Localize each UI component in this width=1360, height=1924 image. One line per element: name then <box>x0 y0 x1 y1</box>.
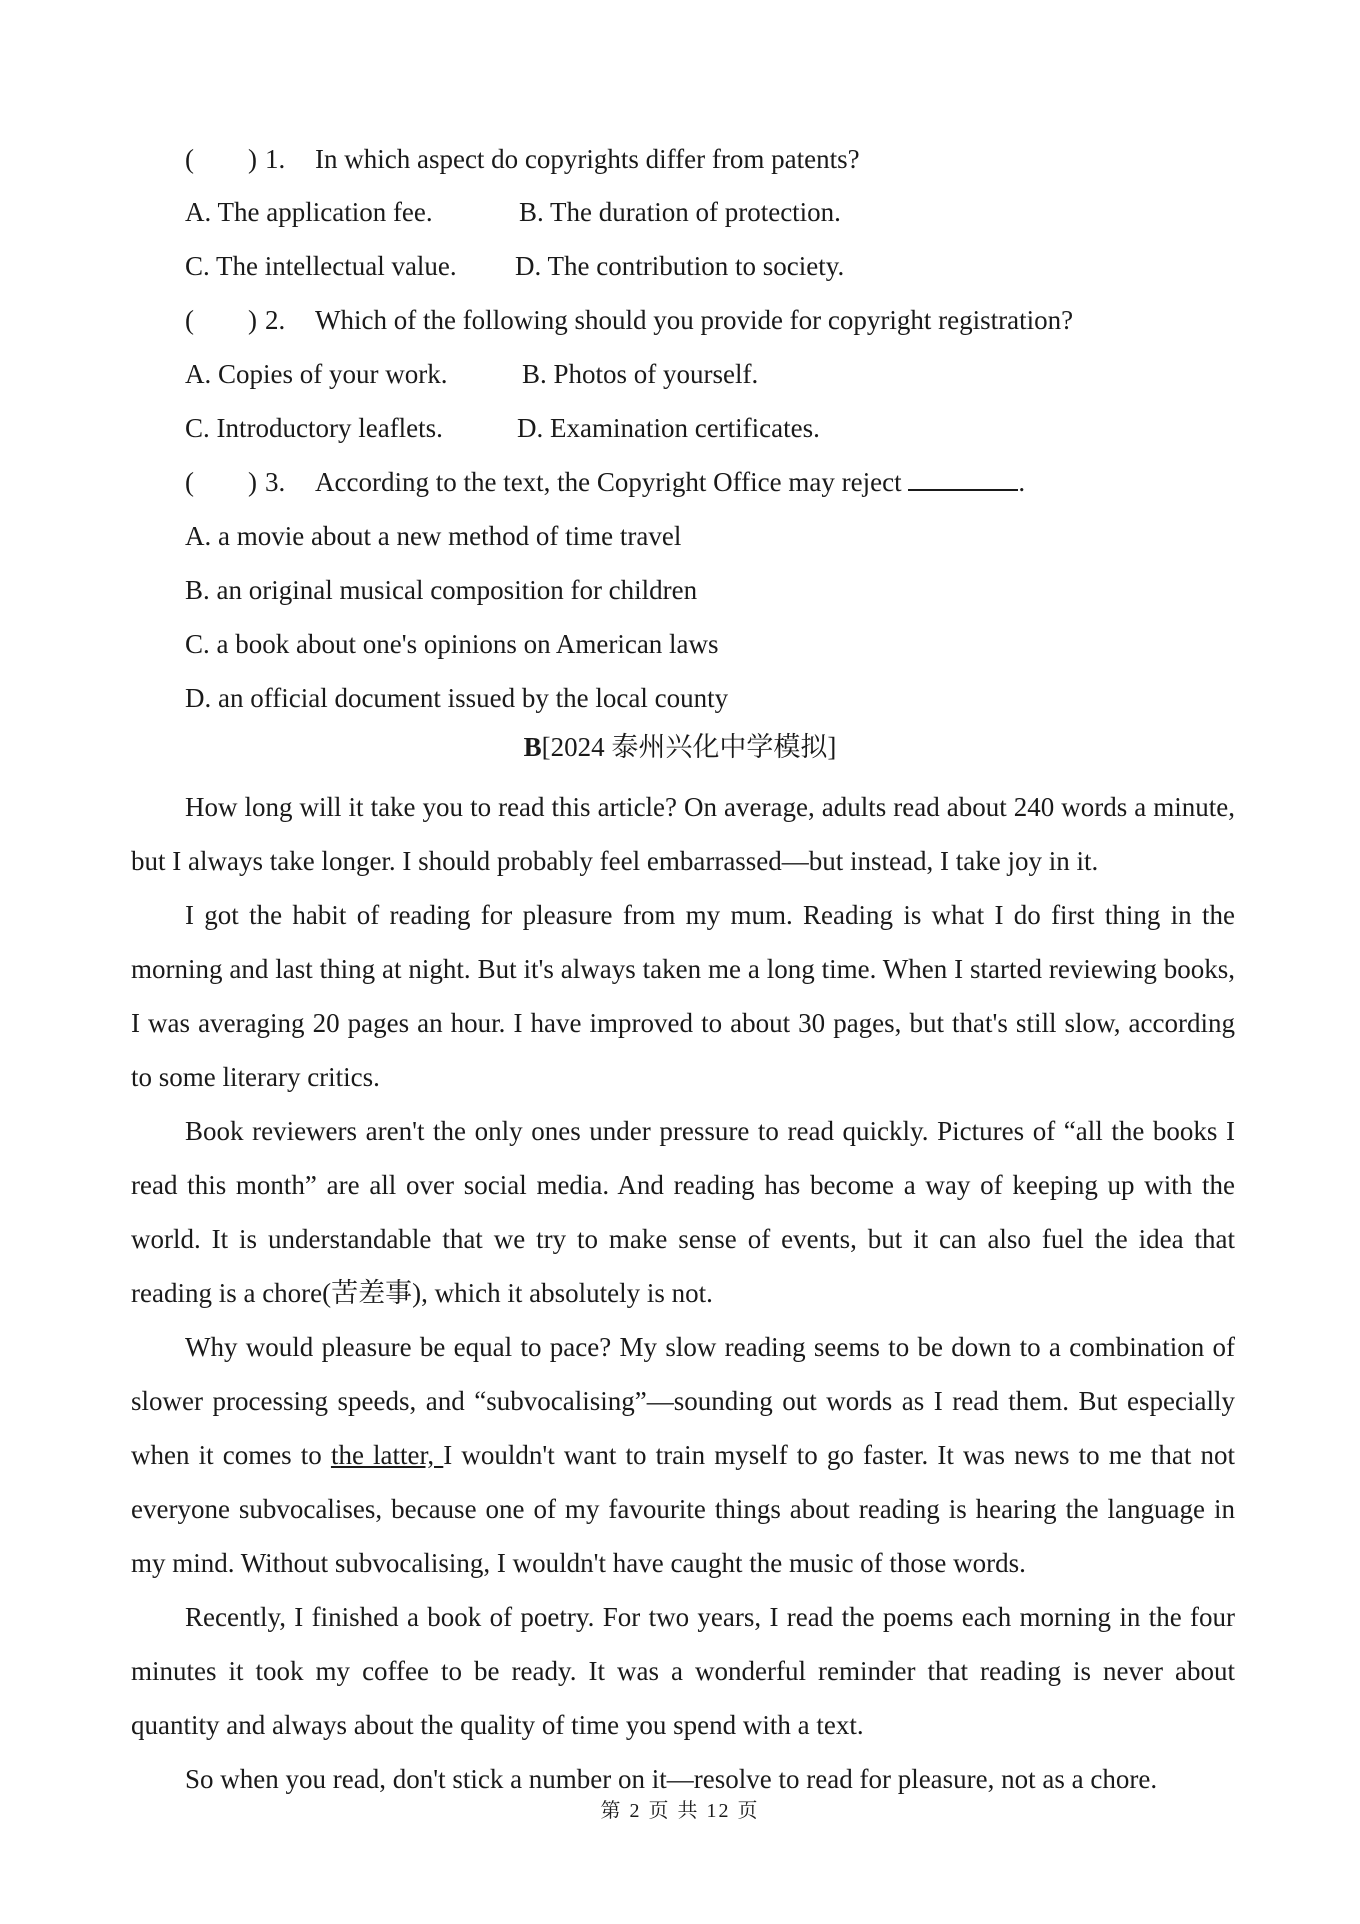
paragraph-text: Why would pleasure be equal to pace? My slow reading seems to be down to a combination of slower processing speeds, and “subvocalising”—sounding out words as I read them. But especially when it comes to <box>131 1332 1235 1470</box>
question-3 <box>185 462 1025 502</box>
answer-blank <box>908 467 1018 491</box>
option-c: C. The intellectual value. <box>185 251 457 281</box>
section-heading <box>0 727 1360 767</box>
option-c: C. a book about one's opinions on American laws <box>185 629 719 659</box>
question-text: Which of the following should you provide for copyright registration? <box>315 305 1074 335</box>
section-letter: B <box>523 732 542 762</box>
answer-parentheses: ( ) <box>185 144 257 174</box>
option-a: A. a movie about a new method of time travel <box>185 521 682 551</box>
paragraph: Recently, I finished a book of poetry. For two years, I read the poems each morning in the four minutes it took my coffee to be ready. It was a wonderful reminder that reading is never about quantity and always about the quality of time you spend with a text. <box>131 1602 1235 1740</box>
paragraph: How long will it take you to read this article? On average, adults read about 240 words a minute, but I always take longer. I should probably feel embarrassed—but instead, I take joy in it. <box>131 792 1235 876</box>
question-number: 3. <box>265 467 286 497</box>
paragraph: So when you read, don't stick a number on it—resolve to read for pleasure, not as a chore. <box>185 1764 1158 1794</box>
section-source: [2024 泰州兴化中学模拟] <box>541 732 837 762</box>
paragraph-text: I wouldn't want to train myself to go faster. It was news to me that not everyone subvocalises, because one of my favourite things about reading is hearing the language in my mind. Without subvocalising, I wouldn't have caught the music of those words. <box>131 1440 1236 1578</box>
reading-passage <box>131 780 1235 1806</box>
paragraph: I got the habit of reading for pleasure from my mum. Reading is what I do first thing in the morning and last thing at night. But it's always taken me a long time. When I started reviewing books, I was averaging 20 pages an hour. I have improved to about 30 pages, but that's still slow, according to some literary critics. <box>131 900 1235 1092</box>
paragraph <box>131 1320 1235 1590</box>
question-text: According to the text, the Copyright Office may reject <box>315 467 902 497</box>
question-1 <box>185 139 860 179</box>
option-a: A. The application fee. <box>185 197 433 227</box>
paragraph: Book reviewers aren't the only ones under pressure to read quickly. Pictures of “all the books I read this month” are all over social media. And reading has become a way of keeping up with the world. It is understandable that we try to make sense of events, but it can also fuel the idea that reading is a chore(苦差事), which it absolutely is not. <box>131 1116 1235 1308</box>
page-footer: 第 2 页 共 12 页 <box>600 1800 760 1822</box>
option-b: B. Photos of yourself. <box>522 359 759 389</box>
question-text-end: . <box>1018 467 1026 497</box>
question-text: In which aspect do copyrights differ from patents? <box>315 144 860 174</box>
option-c: C. Introductory leaflets. <box>185 413 443 443</box>
option-b: B. The duration of protection. <box>519 197 841 227</box>
answer-parentheses: ( ) <box>185 467 257 497</box>
option-d: D. The contribution to society. <box>515 251 845 281</box>
answer-parentheses: ( ) <box>185 305 257 335</box>
question-2 <box>185 300 1073 340</box>
underlined-phrase: the latter, <box>330 1440 444 1470</box>
option-d: D. an official document issued by the local county <box>185 683 729 713</box>
option-b: B. an original musical composition for children <box>185 575 698 605</box>
option-d: D. Examination certificates. <box>517 413 820 443</box>
question-number: 2. <box>265 305 286 335</box>
option-a: A. Copies of your work. <box>185 359 448 389</box>
question-number: 1. <box>265 144 286 174</box>
